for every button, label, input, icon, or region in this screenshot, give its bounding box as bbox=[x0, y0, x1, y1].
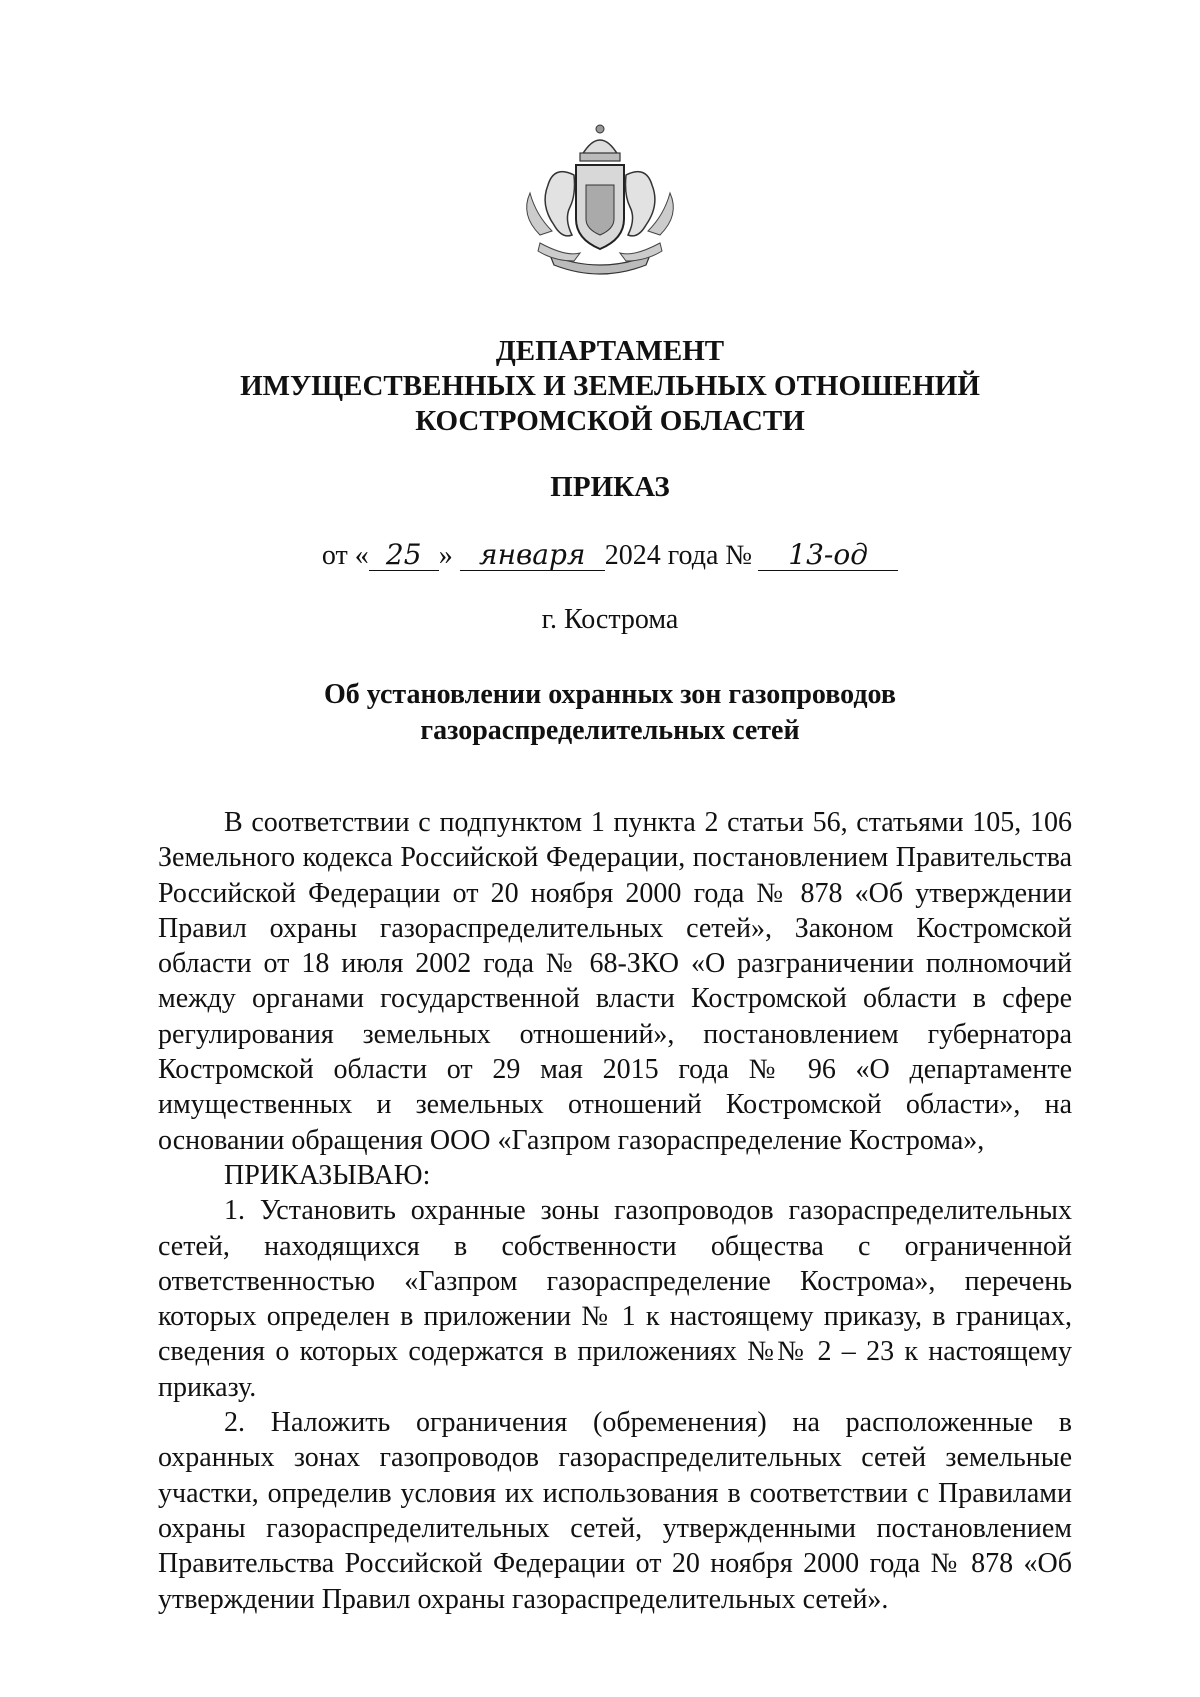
handwritten-order-number: 13-од bbox=[758, 540, 898, 571]
subject-line-2: газораспределительных сетей bbox=[420, 715, 800, 746]
header-line-2: ИМУЩЕСТВЕННЫХ И ЗЕМЕЛЬНЫХ ОТНОШЕНИЙ bbox=[240, 370, 980, 402]
city-line: г. Кострома bbox=[541, 604, 679, 635]
document-type-title: ПРИКАЗ bbox=[550, 471, 670, 503]
coat-of-arms-emblem bbox=[510, 115, 690, 287]
header-line-3: КОСТРОМСКОЙ ОБЛАСТИ bbox=[415, 405, 805, 437]
order-subject bbox=[150, 677, 1070, 749]
date-number-line bbox=[150, 536, 1070, 576]
order-item-2: 2. Наложить ограничения (обременения) на расположенные в охранных зонах газопроводов газораспределительных сетей земельные участки, определив условия их использования в соответствии с Правилами охраны газораспределительных сетей, утвержденными постановлением Правительства Российской Федерации от 20 ноября 2000 года № 878 «Об утверждении Правил охраны газораспределительных сетей». bbox=[158, 1407, 1072, 1615]
order-body bbox=[158, 805, 1072, 1617]
preamble-paragraph: В соответствии с подпунктом 1 пункта 2 статьи 56, статьями 105, 106 Земельного кодекса Российской Федерации, постановлением Правительства Российской Федерации от 20 ноября 2000 года № 878 «Об утверждении Правил охраны газораспределительных сетей», Законом Костромской области от 18 июля 2002 года № 68-ЗКО «О разграничении полномочий между органами государственной власти Костромской области в сфере регулирования земельных отношений», постановлением губернатора Костромской области от 29 мая 2015 года № 96 «О департаменте имущественных и земельных отношений Костромской области», на основании обращения ООО «Газпром газораспределение Кострома», bbox=[158, 807, 1072, 1156]
handwritten-day: 25 bbox=[369, 540, 439, 571]
number-sign: № bbox=[725, 540, 753, 571]
date-year: 2024 года bbox=[604, 540, 719, 571]
date-prefix: от « bbox=[321, 540, 369, 571]
department-header bbox=[150, 334, 1070, 439]
date-quote-close: » bbox=[438, 540, 453, 571]
subject-line-1: Об установлении охранных зон газопроводов bbox=[324, 679, 896, 710]
order-item-1: 1. Установить охранные зоны газопроводов газораспределительных сетей, находящихся в собственности общества с ограниченной ответственностью «Газпром газораспределение Кострома», перечень которых определен в приложении № 1 к настоящему приказу, в границах, сведения о которых содержатся в приложениях №№ 2 – 23 к настоящему приказу. bbox=[158, 1195, 1072, 1403]
order-word: ПРИКАЗЫВАЮ: bbox=[224, 1159, 431, 1191]
handwritten-month: января bbox=[460, 540, 605, 571]
header-line-1: ДЕПАРТАМЕНТ bbox=[495, 335, 725, 367]
